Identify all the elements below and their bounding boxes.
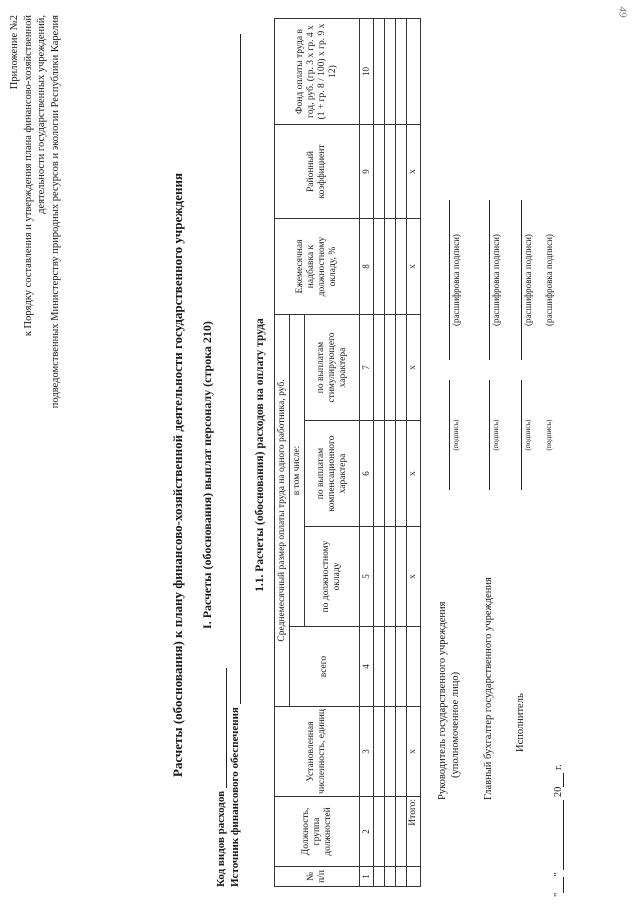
total-x: х bbox=[407, 125, 421, 219]
appendix-line-3: деятельности государственных учреждений, bbox=[36, 15, 47, 214]
head-label-line-2: (уполномоченное лицо) bbox=[450, 671, 461, 778]
appendix-line-4: подведомственных Министерству природных ресурсов и экологии Республики Карелия bbox=[49, 15, 61, 409]
expense-code-field bbox=[214, 668, 227, 887]
table-cell[interactable] bbox=[374, 125, 385, 219]
appendix-line-2: к Порядку составления и утверждения плана финансово-хозяйственной bbox=[22, 15, 34, 337]
expense-code-line bbox=[214, 668, 227, 788]
expense-code-label: Код видов расходов bbox=[215, 790, 227, 887]
table-cell[interactable] bbox=[385, 19, 396, 125]
date-day-field[interactable] bbox=[552, 877, 564, 893]
header-avg-pay: Среднемесячный размер оплаты труда на одного работника, руб. bbox=[275, 315, 290, 707]
accountant-signature-caption: (подпись) bbox=[491, 419, 500, 451]
header-headcount: Установленная численность, единиц bbox=[275, 707, 360, 797]
table-cell[interactable] bbox=[374, 867, 385, 887]
table-cell[interactable] bbox=[396, 627, 407, 707]
table-cell[interactable] bbox=[385, 867, 396, 887]
col-num: 5 bbox=[360, 527, 374, 627]
table-cell[interactable] bbox=[374, 19, 385, 125]
document-title: Расчеты (обоснования) к плану финансово-хозяйственной деятельности государственного учреждения bbox=[170, 172, 185, 778]
executor-decoding-line[interactable] bbox=[511, 200, 522, 360]
table-cell[interactable] bbox=[396, 527, 407, 627]
table-cell[interactable] bbox=[385, 315, 396, 421]
table-row bbox=[385, 19, 396, 887]
accountant-signature-line[interactable] bbox=[479, 380, 490, 490]
table-cell[interactable] bbox=[396, 19, 407, 125]
date-year-field[interactable] bbox=[552, 773, 564, 787]
date-quote-close: " bbox=[553, 872, 564, 877]
header-salary: по должностному окладу bbox=[305, 527, 360, 627]
col-num: 1 bbox=[360, 867, 374, 887]
subsection-title: 1.1. Расчеты (обоснования) расходов на оплату труда bbox=[254, 318, 266, 592]
table-cell[interactable] bbox=[374, 421, 385, 527]
funding-source-line bbox=[228, 34, 241, 704]
total-x: х bbox=[407, 219, 421, 315]
total-x: х bbox=[407, 315, 421, 421]
payroll-table bbox=[274, 18, 421, 887]
extra-decoding-caption: (расшифровка подписи) bbox=[544, 234, 554, 326]
table-cell[interactable] bbox=[396, 315, 407, 421]
date-quote-open: " bbox=[553, 892, 564, 897]
col-num: 4 bbox=[360, 627, 374, 707]
table-cell[interactable] bbox=[385, 125, 396, 219]
table-cell[interactable] bbox=[374, 707, 385, 797]
head-label bbox=[436, 530, 462, 800]
executor-signature-line[interactable] bbox=[511, 380, 522, 490]
table-cell[interactable] bbox=[374, 627, 385, 707]
table-cell[interactable] bbox=[396, 219, 407, 315]
total-x: х bbox=[407, 421, 421, 527]
table-cell[interactable] bbox=[396, 867, 407, 887]
total-x: х bbox=[407, 707, 421, 797]
column-numbers-row bbox=[360, 19, 374, 887]
total-x: х bbox=[407, 527, 421, 627]
table-cell[interactable] bbox=[385, 421, 396, 527]
table-cell[interactable] bbox=[396, 797, 407, 867]
header-no: № п/п bbox=[275, 867, 360, 887]
col-num: 9 bbox=[360, 125, 374, 219]
head-label-line-1: Руководитель государственного учреждения bbox=[437, 601, 448, 800]
col-num: 2 bbox=[360, 797, 374, 867]
table-cell[interactable] bbox=[385, 527, 396, 627]
total-row bbox=[407, 19, 421, 887]
header-position: Должность, группа должностей bbox=[275, 797, 360, 867]
page-number: 49 bbox=[616, 6, 629, 18]
date-month-field[interactable] bbox=[552, 800, 564, 870]
section-title: I. Расчеты (обоснования) выплат персоналу (строка 210) bbox=[200, 321, 214, 629]
header-monthly-bonus: Ежемесячная надбавка к должностному окладу, % bbox=[275, 219, 360, 315]
header-regional-coef: Районный коэффициент bbox=[275, 125, 360, 219]
executor-signature-caption: (подпись) bbox=[523, 419, 532, 451]
total-cell[interactable] bbox=[407, 627, 421, 707]
accountant-decoding-line[interactable] bbox=[479, 200, 490, 360]
total-cell[interactable] bbox=[407, 19, 421, 125]
table-cell[interactable] bbox=[374, 797, 385, 867]
col-num: 8 bbox=[360, 219, 374, 315]
executor-label: Исполнитель bbox=[515, 693, 526, 752]
table-cell[interactable] bbox=[396, 125, 407, 219]
table-cell[interactable] bbox=[396, 421, 407, 527]
date-year-prefix: 20 bbox=[553, 786, 564, 798]
header-total: всего bbox=[290, 627, 360, 707]
header-including: в том числе: bbox=[290, 315, 305, 627]
date-year-suffix: г. bbox=[553, 764, 564, 771]
head-signature-caption: (подпись) bbox=[451, 419, 460, 451]
total-label: Итого: bbox=[407, 797, 421, 867]
funding-source-label: Источник финансового обеспечения bbox=[229, 707, 241, 887]
table-cell[interactable] bbox=[385, 627, 396, 707]
table-row bbox=[374, 19, 385, 887]
table-cell[interactable] bbox=[385, 707, 396, 797]
funding-source-field bbox=[228, 34, 241, 887]
table-cell[interactable] bbox=[385, 797, 396, 867]
accountant-label: Главный бухгалтер государственного учреждения bbox=[483, 577, 494, 800]
table-cell[interactable] bbox=[374, 315, 385, 421]
head-decoding-caption: (расшифровка подписи) bbox=[451, 234, 461, 326]
head-decoding-line[interactable] bbox=[439, 200, 450, 360]
appendix-note bbox=[8, 15, 62, 575]
head-signature-line[interactable] bbox=[439, 380, 450, 490]
col-num: 7 bbox=[360, 315, 374, 421]
table-cell[interactable] bbox=[374, 219, 385, 315]
col-num: 6 bbox=[360, 421, 374, 527]
table-cell[interactable] bbox=[385, 219, 396, 315]
table-row bbox=[396, 19, 407, 887]
total-cell bbox=[407, 867, 421, 887]
col-num: 10 bbox=[360, 19, 374, 125]
header-stimulating: по выплатам стимулирующего характера bbox=[305, 315, 360, 421]
appendix-line-1: Приложение №2 bbox=[9, 15, 20, 90]
executor-decoding-caption: (расшифровка подписи) bbox=[523, 234, 533, 326]
date-line bbox=[552, 764, 564, 897]
accountant-decoding-caption: (расшифровка подписи) bbox=[491, 234, 501, 326]
table-cell[interactable] bbox=[396, 707, 407, 797]
col-num: 3 bbox=[360, 707, 374, 797]
extra-signature-caption: (подпись) bbox=[544, 419, 553, 451]
header-compensation: по выплатам компенсационного характера bbox=[305, 421, 360, 527]
table-cell[interactable] bbox=[374, 527, 385, 627]
header-annual-fund: Фонд оплаты труда в год, руб. (гр. 3 х гр. 4 х (1 + гр. 8 / 100) х гр. 9 х 12) bbox=[275, 19, 360, 125]
